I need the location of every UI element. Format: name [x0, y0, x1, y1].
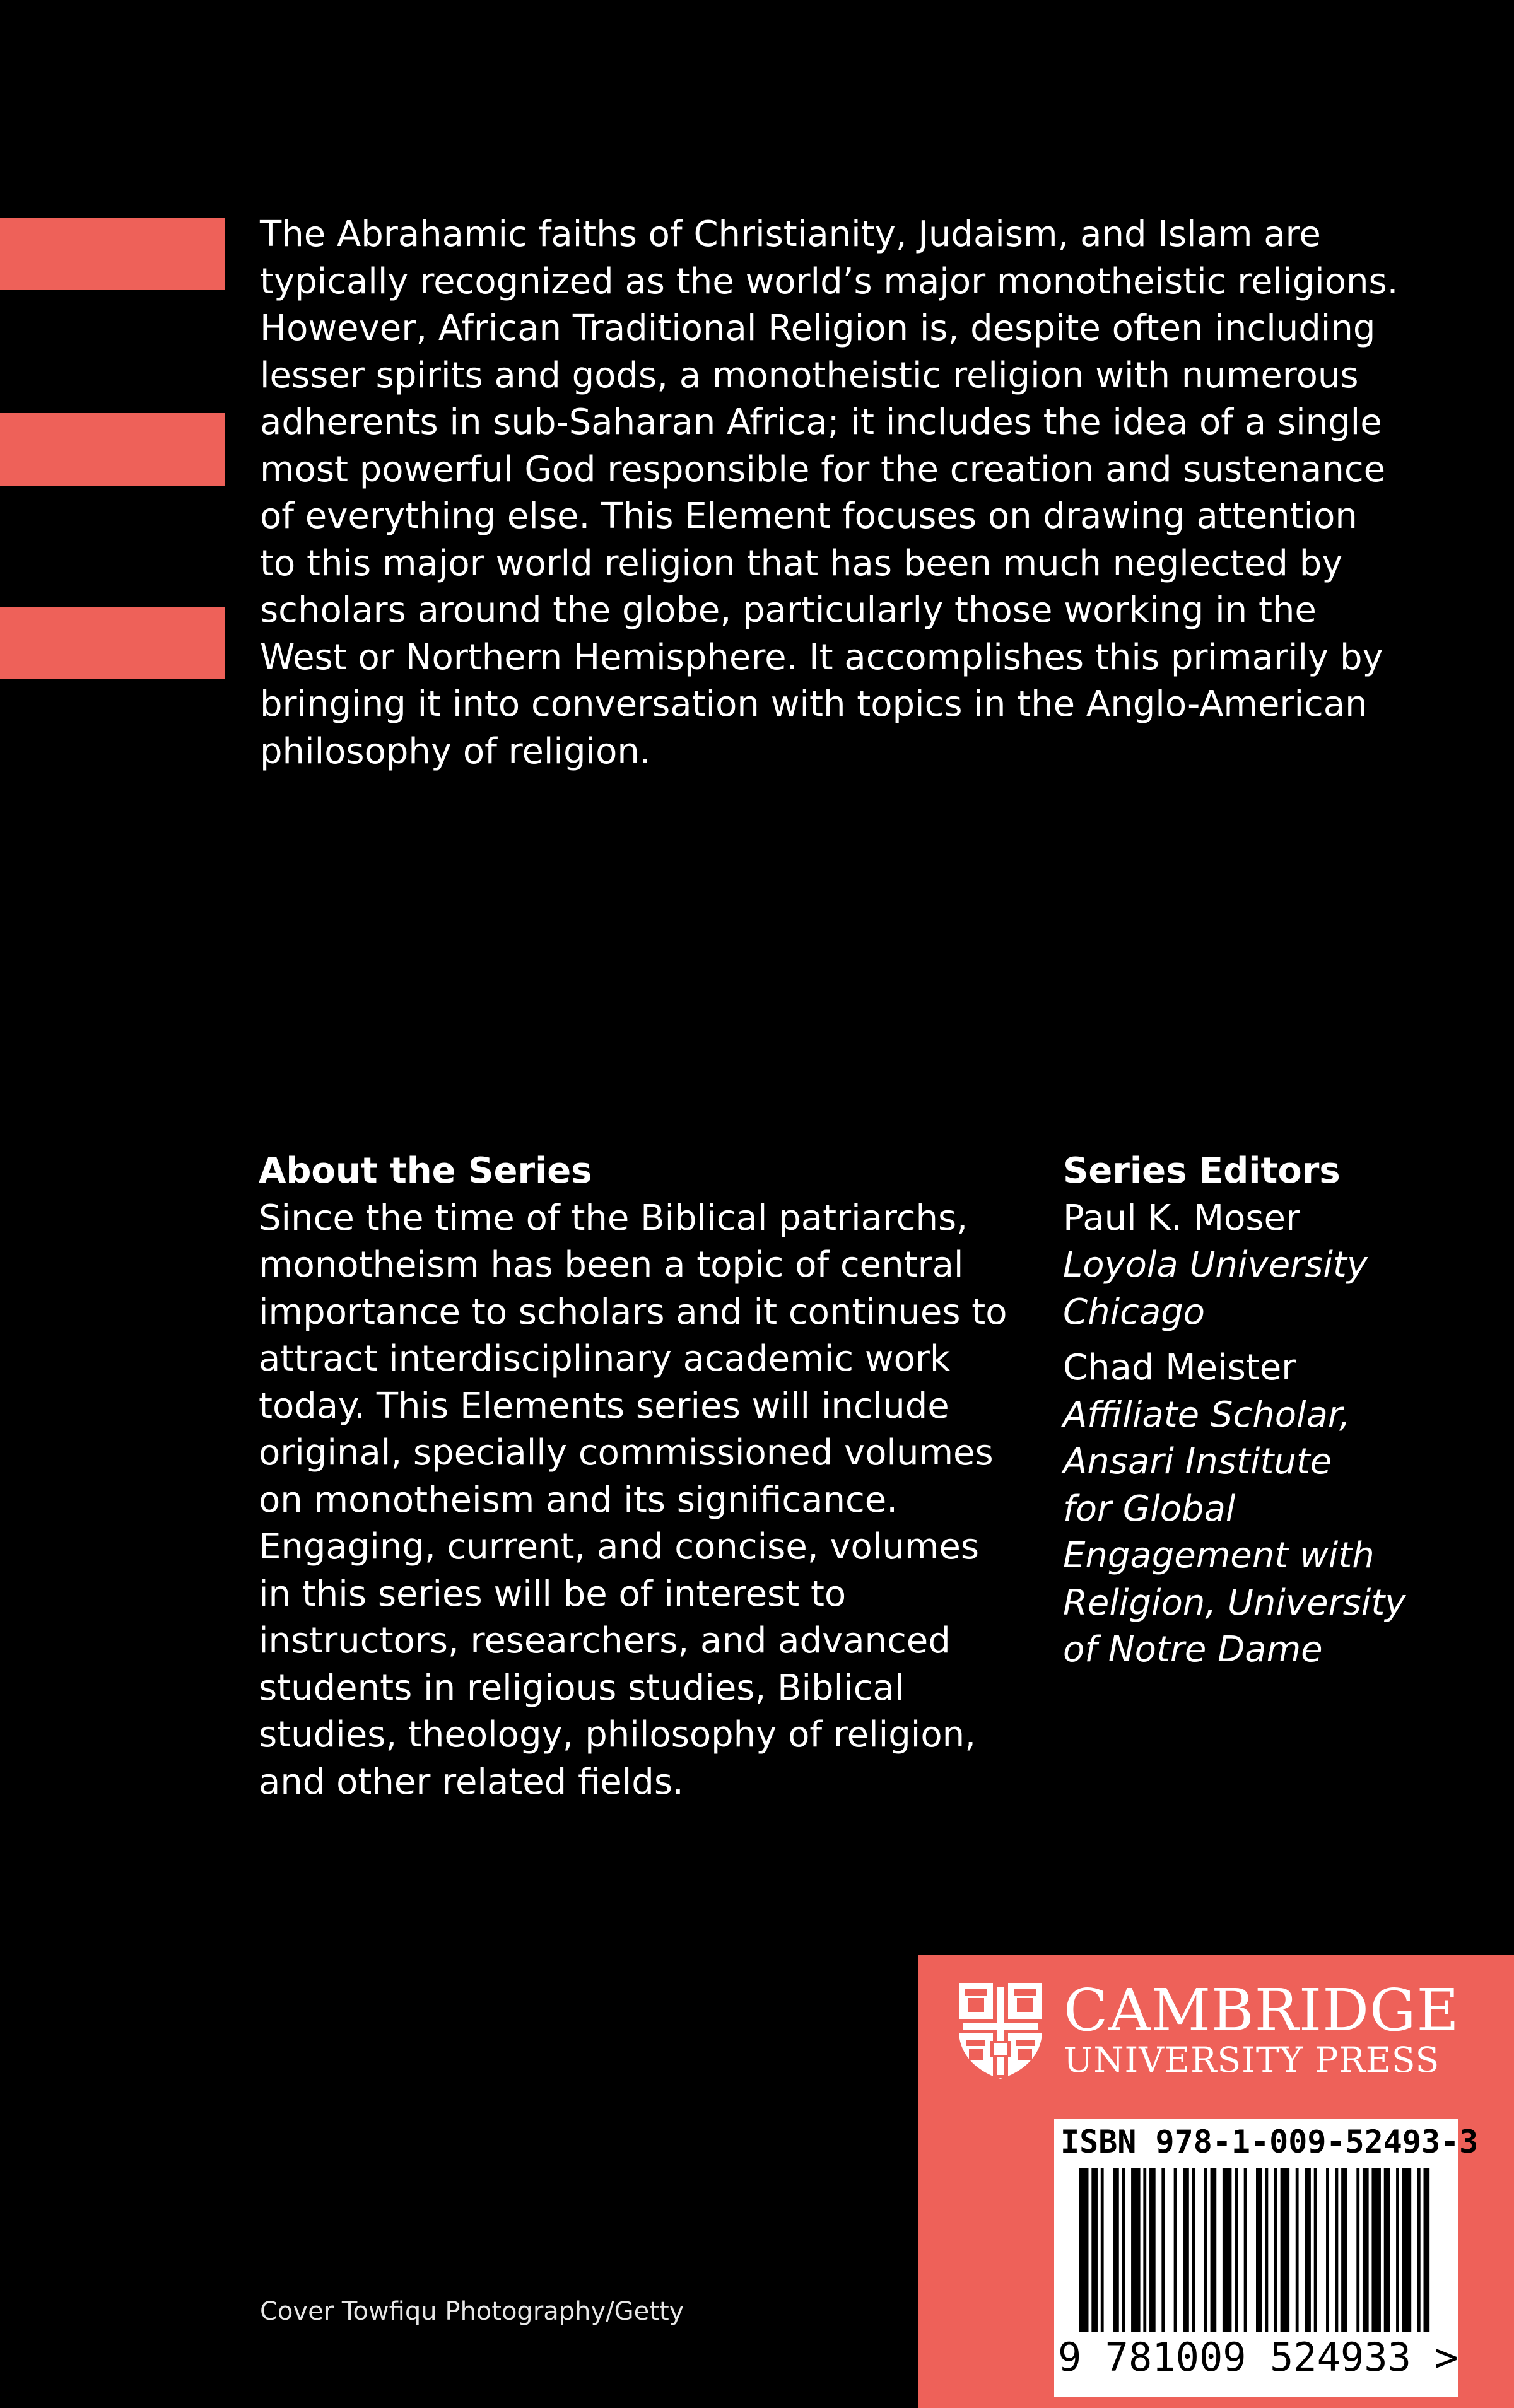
about-line: in this series will be of interest to: [259, 1573, 847, 1615]
barcode-label: [1054, 2119, 1479, 2397]
editor-affiliation: for Global: [1063, 1488, 1236, 1529]
about-line: original, specially commissioned volumes: [259, 1432, 994, 1473]
editor-affiliation: Affiliate Scholar,: [1063, 1394, 1351, 1435]
university-crest-icon: [956, 1980, 1045, 2081]
about-line: Engaging, current, and concise, volumes: [259, 1526, 980, 1567]
series-editors-heading: Series Editors: [1063, 1150, 1341, 1191]
accent-stripe: [0, 218, 225, 290]
blurb-line: most powerful God responsible for the creation and sustenance: [260, 448, 1386, 490]
editor-name: Paul K. Moser: [1063, 1197, 1300, 1239]
accent-stripe: [0, 607, 225, 679]
blurb-line: typically recognized as the world’s major monotheistic religions.: [260, 260, 1399, 302]
about-line: importance to scholars and it continues to: [259, 1291, 1007, 1333]
editor-affiliation: Religion, University: [1063, 1582, 1406, 1623]
blurb-line: West or Northern Hemisphere. It accomplishes this primarily by: [260, 636, 1383, 678]
blurb-line: to this major world religion that has been much neglected by: [260, 542, 1343, 584]
blurb-line: The Abrahamic faiths of Christianity, Judaism, and Islam are: [260, 214, 1321, 255]
editor-name: Chad Meister: [1063, 1347, 1296, 1388]
editor-affiliation: of Notre Dame: [1063, 1629, 1323, 1670]
blurb-line: scholars around the globe, particularly those working in the: [260, 590, 1317, 631]
about-line: and other related fields.: [259, 1761, 684, 1803]
about-line: attract interdisciplinary academic work: [259, 1338, 951, 1379]
about-line: instructors, researchers, and advanced: [259, 1620, 951, 1661]
about-line: monotheism has been a topic of central: [259, 1244, 964, 1285]
about-line: Since the time of the Biblical patriarchs,: [259, 1197, 968, 1239]
accent-stripe: [0, 413, 225, 486]
isbn-text: ISBN 978-1-009-52493-3: [1060, 2124, 1479, 2160]
publisher-name-line2: UNIVERSITY PRESS: [1064, 2040, 1440, 2080]
about-line: on monotheism and its significance.: [259, 1479, 898, 1521]
editor-affiliation: Engagement with: [1063, 1535, 1375, 1576]
editor-affiliation: Chicago: [1063, 1291, 1206, 1333]
publisher-name-line1: CAMBRIDGE: [1064, 1977, 1460, 2044]
about-series-heading: About the Series: [259, 1150, 592, 1191]
barcode-digits: 9 781009 524933 >: [1058, 2334, 1458, 2380]
blurb-line: adherents in sub-Saharan Africa; it includes the idea of a single: [260, 402, 1382, 443]
blurb-line: of everything else. This Element focuses on drawing attention: [260, 496, 1358, 537]
book-blurb: [260, 211, 1446, 775]
blurb-line: philosophy of religion.: [260, 730, 651, 772]
publisher-panel: [918, 1955, 1514, 2408]
about-line: today. This Elements series will include: [259, 1385, 949, 1427]
blurb-line: bringing it into conversation with topics in the Anglo-American: [260, 684, 1368, 725]
blurb-line: However, African Traditional Religion is, despite often including: [260, 308, 1376, 349]
publisher-logo: [956, 1977, 1499, 2088]
blurb-line: lesser spirits and gods, a monotheistic religion with numerous: [260, 354, 1359, 396]
about-series-section: [259, 1148, 1041, 1806]
about-line: studies, theology, philosophy of religion,: [259, 1714, 976, 1755]
series-editors-section: [1063, 1148, 1492, 1674]
publisher-name: [1064, 1977, 1460, 2080]
editor-affiliation: Ansari Institute: [1063, 1441, 1332, 1482]
barcode-bars: [1079, 2168, 1433, 2332]
editor-affiliation: Loyola University: [1063, 1244, 1368, 1285]
cover-credit: Cover Towfiqu Photography/Getty: [260, 2297, 684, 2326]
about-line: students in religious studies, Biblical: [259, 1667, 905, 1709]
